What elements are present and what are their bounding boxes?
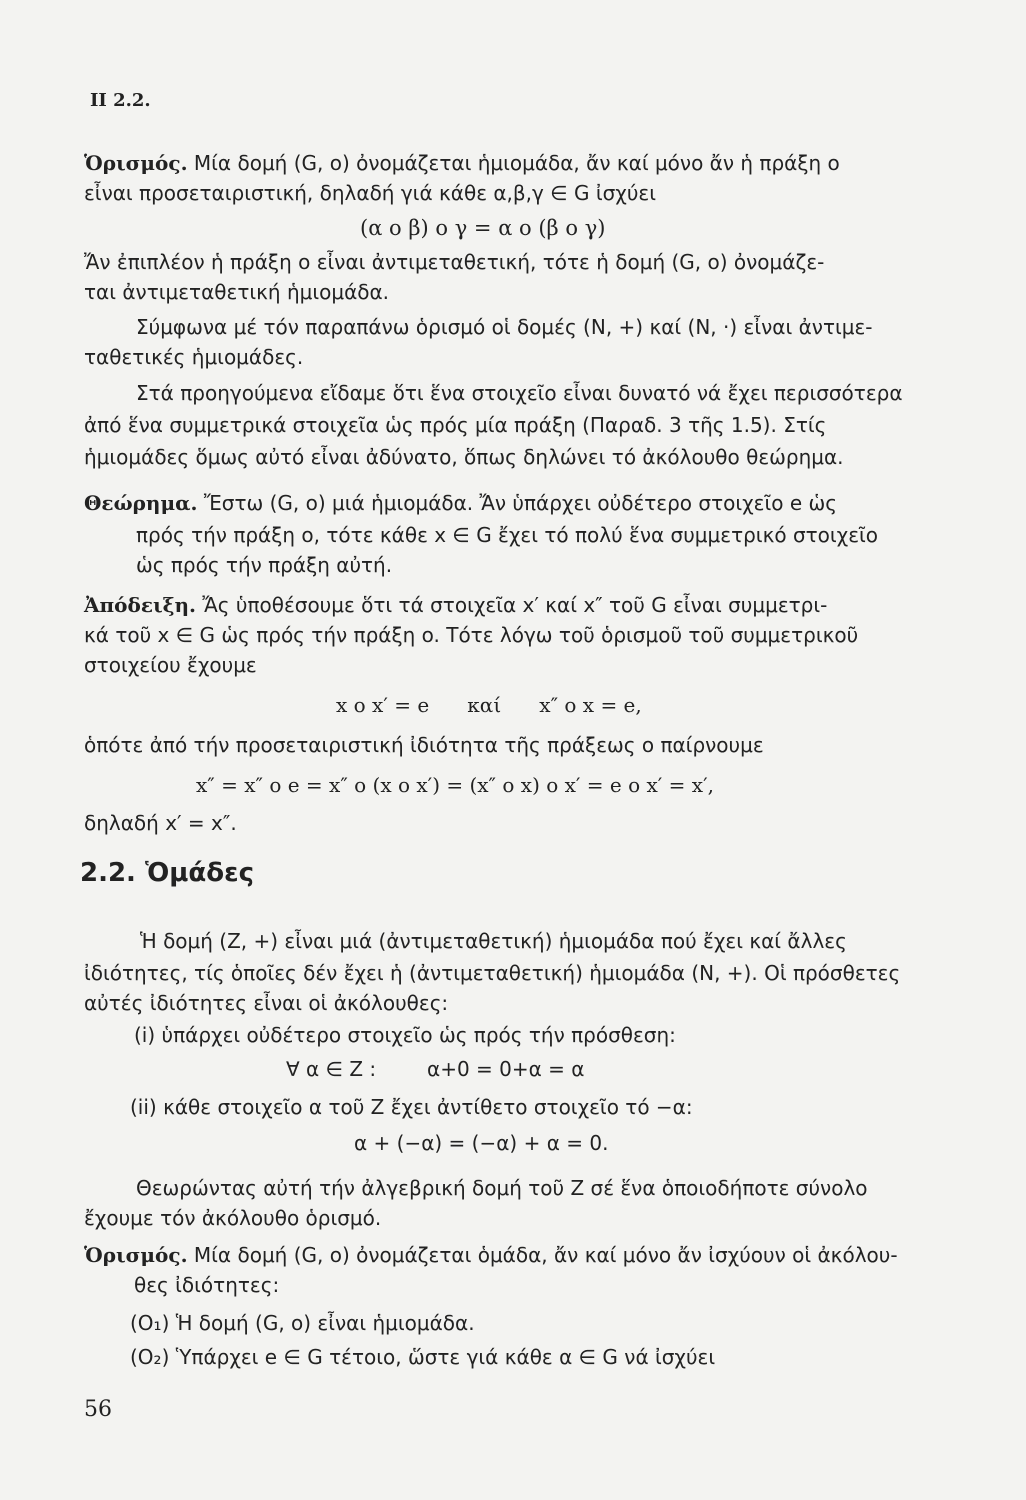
text-line: Σύμφωνα μέ τόν παραπάνω ὁρισμό οἱ δομές (N, +) καί (N, ·) εἶναι ἀντιμε- [136, 315, 873, 339]
text-line: ὁπότε ἀπό τήν προσεταιριστική ἰδιότητα τῆς πράξεως o παίρνουμε [84, 733, 764, 757]
text-line: Θεωρώντας αὐτή τήν ἀλγεβρική δομή τοῦ Z σέ ἕνα ὁποιοδήποτε σύνολο [136, 1176, 868, 1200]
list-item: (ii) κάθε στοιχεῖο α τοῦ Z ἔχει ἀντίθετο στοιχεῖο τό −α: [130, 1095, 693, 1119]
formula: ∀ α ∈ Z : α+0 = 0+α = α [286, 1057, 585, 1081]
definition-text: Μία δομή (G, o) ὀνομάζεται ἡμιομάδα, ἄν καί μόνο ἄν ἡ πράξη o [187, 151, 840, 175]
definition-line [84, 1242, 898, 1268]
list-item: (O₂) Ὑπάρχει e ∈ G τέτοιο, ὥστε γιά κάθε α ∈ G νά ἰσχύει [130, 1345, 716, 1369]
text-line: ἡμιομάδες ὅμως αὐτό εἶναι ἀδύνατο, ὅπως δηλώνει τό ἀκόλουθο θεώρημα. [84, 445, 844, 469]
text-line: κά τοῦ x ∈ G ὡς πρός τήν πράξη o. Τότε λόγω τοῦ ὁρισμοῦ τοῦ συμμετρικοῦ [84, 623, 859, 647]
text-line: Στά προηγούμενα εἴδαμε ὅτι ἕνα στοιχεῖο εἶναι δυνατό νά ἔχει περισσότερα [136, 381, 903, 405]
formula: x o x′ = e καί x″ o x = e, [336, 693, 642, 717]
theorem-term: Θεώρημα. [84, 491, 198, 515]
text-line: ταθετικές ἡμιομάδες. [84, 345, 304, 369]
formula: x″ = x″ o e = x″ o (x o x′) = (x″ o x) o x′ = e o x′ = x′, [196, 773, 714, 797]
proof-line [84, 592, 827, 618]
text-line: Ἡ δομή (Z, +) εἶναι μιά (ἀντιμεταθετική) ἡμιομάδα πού ἔχει καί ἄλλες [140, 929, 847, 953]
text-line: ται ἀντιμεταθετική ἡμιομάδα. [84, 280, 390, 304]
text-line: ἰδιότητες, τίς ὁποῖες δέν ἔχει ἡ (ἀντιμεταθετική) ἡμιομάδα (N, +). Οἱ πρόσθετες [84, 961, 901, 985]
formula: α + (−α) = (−α) + α = 0. [354, 1131, 609, 1155]
text-line: ἀπό ἕνα συμμετρικά στοιχεῖα ὡς πρός μία πράξη (Παραδ. 3 τῆς 1.5). Στίς [84, 413, 827, 437]
theorem-line [84, 490, 837, 516]
list-item: (i) ὑπάρχει οὐδέτερο στοιχεῖο ὡς πρός τήν πρόσθεση: [134, 1023, 676, 1047]
section-title: 2.2. Ὁμάδες [80, 858, 254, 888]
text-line: ἔχουμε τόν ἀκόλουθο ὁρισμό. [84, 1206, 382, 1230]
text-line: αὐτές ἰδιότητες εἶναι οἱ ἀκόλουθες: [84, 991, 449, 1015]
definition-text: Μία δομή (G, o) ὀνομάζεται ὁμάδα, ἄν καί μόνο ἄν ἰσχύουν οἱ ἀκόλου- [187, 1243, 898, 1267]
text-line: θες ἰδιότητες: [134, 1273, 280, 1297]
theorem-text: Ἔστω (G, o) μιά ἡμιομάδα. Ἄν ὑπάρχει οὐδέτερο στοιχεῖο e ὡς [197, 491, 837, 515]
running-header: II 2.2. [90, 90, 151, 111]
text-line: εἶναι προσεταιριστική, δηλαδή γιά κάθε α,β,γ ∈ G ἰσχύει [84, 181, 656, 205]
definition-term: Ὁρισμός. [84, 1243, 188, 1267]
list-item: (O₁) Ἡ δομή (G, o) εἶναι ἡμιομάδα. [130, 1311, 475, 1335]
definition-term: Ὁρισμός. [84, 151, 188, 175]
text-line: στοιχείου ἔχουμε [84, 653, 257, 677]
page-number: 56 [84, 1397, 112, 1422]
proof-text: Ἄς ὑποθέσουμε ὅτι τά στοιχεῖα x′ καί x″ τοῦ G εἶναι συμμετρι- [196, 593, 828, 617]
text-line: δηλαδή x′ = x″. [84, 811, 237, 835]
text-line: Ἄν ἐπιπλέον ἡ πράξη o εἶναι ἀντιμεταθετική, τότε ἡ δομή (G, o) ὀνομάζε- [84, 250, 825, 274]
definition-line [84, 150, 840, 176]
text-line: πρός τήν πράξη o, τότε κάθε x ∈ G ἔχει τό πολύ ἕνα συμμετρικό στοιχεῖο [136, 523, 879, 547]
formula: (α o β) o γ = α o (β o γ) [360, 216, 606, 240]
proof-term: Ἀπόδειξη. [84, 593, 197, 617]
text-line: ὡς πρός τήν πράξη αὐτή. [136, 553, 393, 577]
